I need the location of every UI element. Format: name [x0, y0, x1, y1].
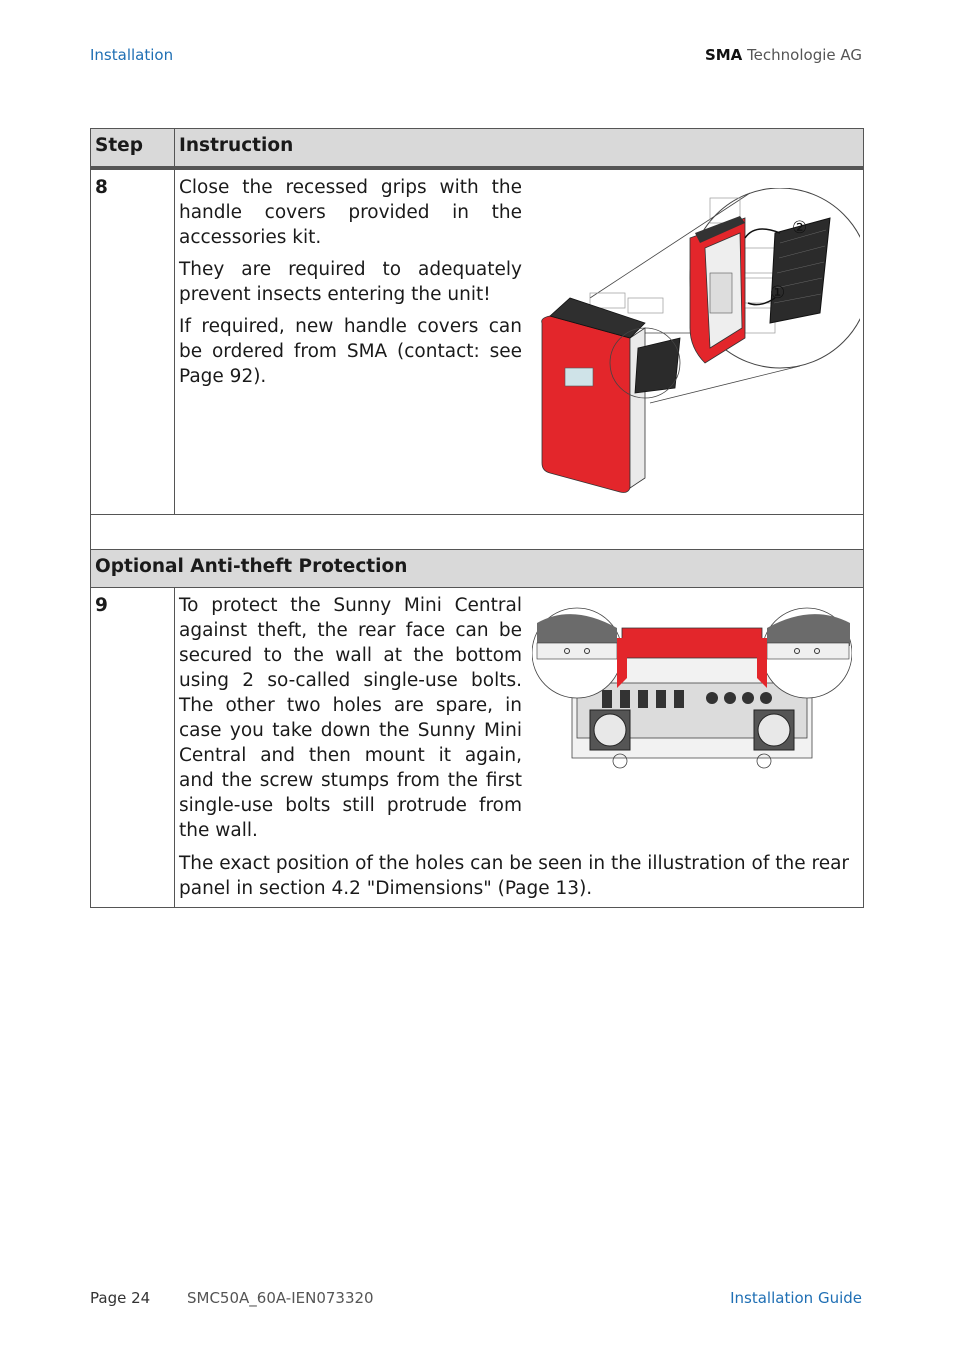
step-9-paragraph: To protect the Sunny Mini Central against theft, the rear face can be secured to the wall at the bottom using 2 so-called single-use bolts. The other two holes are spare, in case you take down the Sunny Mini Central and then mount it again, and the screw stumps from the first single-use bolts still protrude from the wall.: [179, 594, 522, 841]
running-header-company: [705, 46, 862, 64]
header-instruction: Instruction: [175, 129, 864, 169]
anti-theft-illustration: [532, 598, 852, 778]
step-8-paragraph: If required, new handle covers can be ordered from SMA (contact: see Page 92).: [179, 316, 522, 387]
table-row-step-9: [91, 587, 864, 907]
step-number: 9: [91, 587, 175, 907]
guide-title: Installation Guide: [730, 1289, 862, 1307]
step-8-paragraph: They are required to adequately prevent insects entering the unit!: [179, 259, 522, 305]
table-section-row: [91, 549, 864, 587]
step-8-instruction: [175, 168, 864, 514]
display-panel: [565, 368, 593, 386]
step-9-instruction: [175, 587, 864, 907]
inverter-bottom-red: [622, 628, 762, 658]
header-step: Step: [91, 129, 175, 169]
step-9-text: [179, 593, 522, 843]
running-header-section: Installation: [90, 46, 174, 64]
callout-2: ②: [792, 218, 808, 238]
callout-1: ①: [770, 283, 786, 303]
section-title: Optional Anti-theft Protection: [91, 549, 864, 587]
handle-cover-illustration: [530, 188, 860, 498]
brand-name: SMA: [704, 46, 743, 64]
table-row-step-8: [91, 168, 864, 514]
company-name: Technologie AG: [747, 46, 862, 64]
table-spacer-row: [91, 514, 864, 549]
step-8-text: [179, 175, 522, 389]
document-id: SMC50A_60A-IEN073320: [187, 1289, 374, 1307]
table-header-row: [91, 129, 864, 169]
instruction-table: [90, 128, 864, 908]
page-number: Page 24: [90, 1289, 151, 1307]
step-8-paragraph: Close the recessed grips with the handle covers provided in the accessories kit.: [179, 177, 522, 248]
step-number: 8: [91, 168, 175, 514]
step-9-note: The exact position of the holes can be seen in the illustration of the rear panel in section 4.2 "Dimensions" (Page 13).: [179, 852, 850, 899]
